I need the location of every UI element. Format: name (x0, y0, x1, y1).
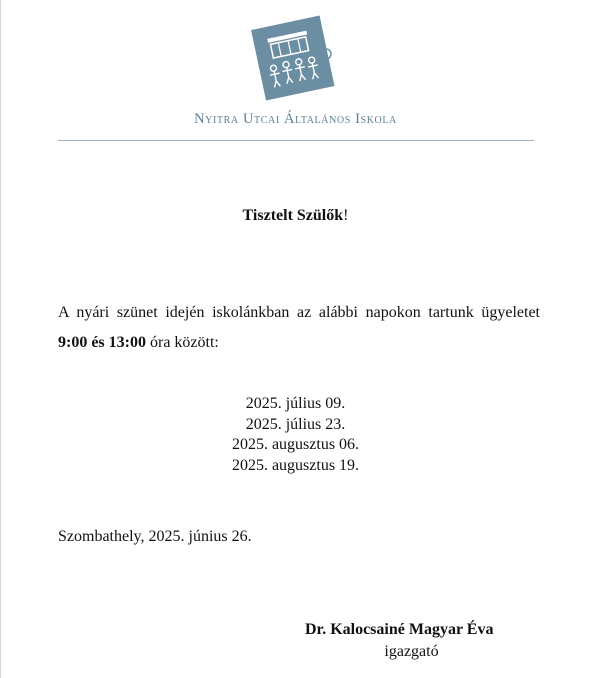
duty-date: 2025. augusztus 19. (231, 456, 360, 474)
duty-dates-list (0, 394, 591, 476)
school-name: Nyitra Utcai Általános Iskola (194, 111, 397, 127)
duty-date: 2025. július 23. (245, 415, 346, 433)
signer-name: Dr. Kalocsainé Magyar Éva (305, 621, 494, 638)
page-edge-rule (0, 0, 1, 678)
announcement-paragraph (58, 298, 540, 358)
greeting-punctuation: ! (343, 207, 349, 224)
announcement-hours: 9:00 és 13:00 (58, 334, 146, 351)
school-logo (248, 14, 338, 104)
announcement-hours-tail: óra között: (145, 334, 219, 351)
header-divider (58, 140, 534, 141)
greeting (0, 207, 591, 225)
announcement-intro: A nyári szünet idején iskolánkban az alábbi napokon tartunk ügyeletet (58, 304, 540, 321)
place-and-date: Szombathely, 2025. június 26. (58, 528, 252, 545)
greeting-bold: Tisztelt Szülők (242, 207, 344, 224)
signer-title: igazgató (384, 643, 439, 660)
duty-date: 2025. augusztus 06. (231, 436, 360, 453)
duty-date: 2025. július 09. (245, 395, 346, 412)
